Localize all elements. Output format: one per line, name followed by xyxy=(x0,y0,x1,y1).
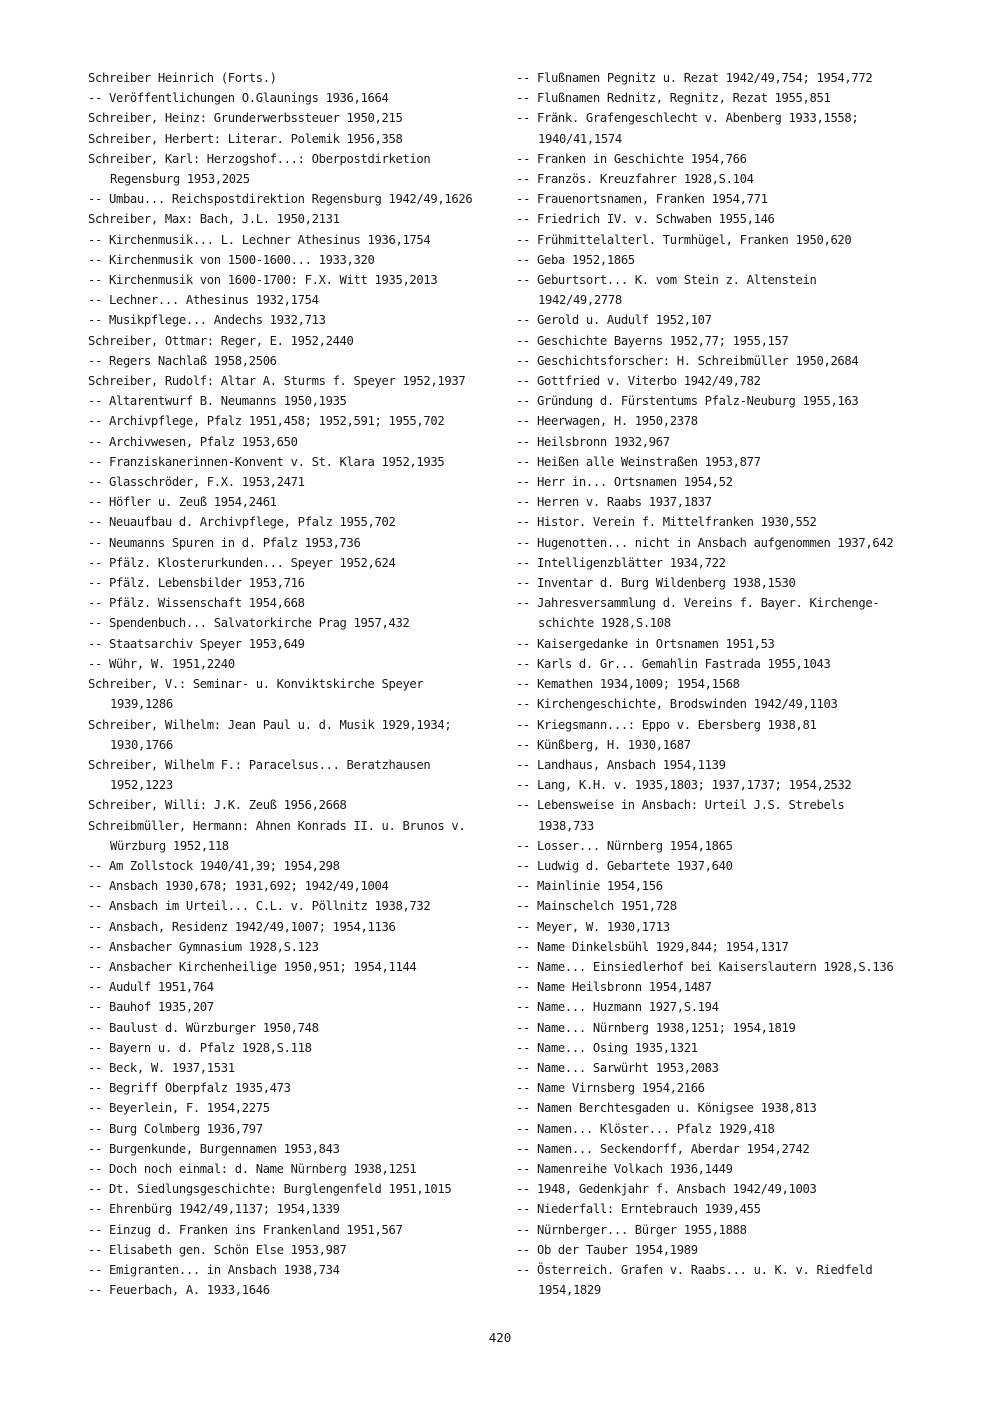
index-entry-text: -- Kirchenmusik... L. Lechner Athesinus 1936,1754 xyxy=(88,232,431,247)
index-entry xyxy=(88,1159,508,1179)
index-entry xyxy=(516,654,936,674)
index-entry-text: -- Ehrenbürg 1942/49,1137; 1954,1339 xyxy=(88,1202,340,1217)
index-entry xyxy=(516,1098,936,1118)
index-entry-continuation: 1952,1223 xyxy=(110,778,173,793)
index-entry xyxy=(516,1199,936,1219)
index-entry-text: -- Ansbacher Kirchenheilige 1950,951; 1954,1144 xyxy=(88,959,417,974)
index-entry-text: -- Kirchengeschichte, Brodswinden 1942/49,1103 xyxy=(516,697,838,712)
index-entry-text: -- Histor. Verein f. Mittelfranken 1930,552 xyxy=(516,515,817,530)
index-entry xyxy=(88,310,508,330)
index-entry xyxy=(88,876,508,896)
index-entry xyxy=(88,715,508,755)
index-entry xyxy=(88,1240,508,1260)
index-entry-text: -- Geschichtsforscher: H. Schreibmüller 1950,2684 xyxy=(516,353,859,368)
index-entry-text: Schreiber, Ottmar: Reger, E. 1952,2440 xyxy=(88,333,354,348)
index-entry xyxy=(88,613,508,633)
index-entry xyxy=(88,634,508,654)
index-entry-text: Schreiber, Wilhelm: Jean Paul u. d. Musik 1929,1934; xyxy=(88,717,452,732)
index-entry-text: -- Bayern u. d. Pfalz 1928,S.118 xyxy=(88,1040,312,1055)
index-entry xyxy=(88,755,508,795)
index-entry xyxy=(88,674,508,714)
index-entry xyxy=(88,856,508,876)
index-entry xyxy=(88,270,508,290)
index-entry xyxy=(516,371,936,391)
index-entry xyxy=(516,391,936,411)
index-entry-text: -- Hugenotten... nicht in Ansbach aufgenommen 1937,642 xyxy=(516,535,894,550)
index-entry xyxy=(516,917,936,937)
index-entry-text: -- Name... Huzmann 1927,S.194 xyxy=(516,1000,719,1015)
index-entry-continuation: 1930,1766 xyxy=(110,737,173,752)
index-entry-text: -- Frauenortsnamen, Franken 1954,771 xyxy=(516,192,768,207)
index-entry-text: -- Beyerlein, F. 1954,2275 xyxy=(88,1101,270,1116)
index-entry xyxy=(516,937,936,957)
index-entry xyxy=(516,432,936,452)
index-entry-text: -- Ob der Tauber 1954,1989 xyxy=(516,1242,698,1257)
index-entry-text: Schreiber, V.: Seminar- u. Konviktskirche Speyer xyxy=(88,677,424,692)
index-entry-text: -- Einzug d. Franken ins Frankenland 1951,567 xyxy=(88,1222,403,1237)
index-entry xyxy=(88,411,508,431)
index-entry-continuation: 1942/49,2778 xyxy=(538,293,622,308)
index-entry xyxy=(516,189,936,209)
index-entry xyxy=(516,735,936,755)
index-entry xyxy=(88,452,508,472)
index-entry xyxy=(516,310,936,330)
index-entry-text: -- Kirchenmusik von 1500-1600... 1933,320 xyxy=(88,252,375,267)
index-entry xyxy=(88,1220,508,1240)
index-entry xyxy=(88,1058,508,1078)
index-entry-text: -- Feuerbach, A. 1933,1646 xyxy=(88,1283,270,1298)
index-entry xyxy=(516,452,936,472)
index-entry xyxy=(88,1260,508,1280)
index-entry xyxy=(516,331,936,351)
index-entry-text: -- Flußnamen Pegnitz u. Rezat 1942/49,754; 1954,772 xyxy=(516,71,873,85)
index-entry-text: -- Pfälz. Klosterurkunden... Speyer 1952,624 xyxy=(88,555,396,570)
index-entry xyxy=(88,250,508,270)
index-entry xyxy=(516,775,936,795)
index-entry xyxy=(88,472,508,492)
index-entry xyxy=(516,250,936,270)
index-entry-text: -- Ansbach im Urteil... C.L. v. Pöllnitz 1938,732 xyxy=(88,899,431,914)
index-entry-text: -- Kirchenmusik von 1600-1700: F.X. Witt 1935,2013 xyxy=(88,273,438,288)
index-entry xyxy=(88,189,508,209)
index-entry xyxy=(88,88,508,108)
index-entry xyxy=(516,492,936,512)
index-entry-text: -- Audulf 1951,764 xyxy=(88,980,214,995)
index-entry-text: -- Mainlinie 1954,156 xyxy=(516,879,663,894)
index-entry xyxy=(88,1098,508,1118)
index-entry-text: -- Namen... Klöster... Pfalz 1929,418 xyxy=(516,1121,775,1136)
index-entry xyxy=(516,836,936,856)
index-entry-text: -- Heißen alle Weinstraßen 1953,877 xyxy=(516,454,761,469)
index-entry-continuation: 1938,733 xyxy=(538,818,594,833)
index-entry-text: Schreiber, Karl: Herzogshof...: Oberpostdirketion xyxy=(88,151,431,166)
index-entry-text: -- Name... Nürnberg 1938,1251; 1954,1819 xyxy=(516,1020,796,1035)
index-entry-text: -- Namenreihe Volkach 1936,1449 xyxy=(516,1161,733,1176)
index-entry-text: -- Spendenbuch... Salvatorkirche Prag 1957,432 xyxy=(88,616,410,631)
index-entry-text: -- Ansbach 1930,678; 1931,692; 1942/49,1004 xyxy=(88,879,389,894)
index-entry xyxy=(88,957,508,977)
index-entry xyxy=(516,573,936,593)
index-entry xyxy=(516,896,936,916)
index-entry-text: -- Gründung d. Fürstentums Pfalz-Neuburg 1955,163 xyxy=(516,394,859,409)
index-entry-text: -- Höfler u. Zeuß 1954,2461 xyxy=(88,495,277,510)
index-entry xyxy=(88,573,508,593)
index-entry xyxy=(516,68,936,88)
index-entry xyxy=(88,553,508,573)
index-entry xyxy=(88,977,508,997)
index-entry-text: -- Lechner... Athesinus 1932,1754 xyxy=(88,293,319,308)
index-entry-text: -- Bauhof 1935,207 xyxy=(88,1000,214,1015)
index-entry xyxy=(88,1038,508,1058)
index-entry-text: -- Begriff Oberpfalz 1935,473 xyxy=(88,1081,291,1096)
index-entry-text: -- Name Heilsbronn 1954,1487 xyxy=(516,980,712,995)
index-entry xyxy=(88,331,508,351)
index-entry-continuation: 1954,1829 xyxy=(538,1283,601,1298)
index-entry xyxy=(516,876,936,896)
index-entry xyxy=(88,1179,508,1199)
index-entry xyxy=(516,715,936,735)
index-entry-text: -- Intelligenzblätter 1934,722 xyxy=(516,555,726,570)
index-entry-text: -- Baulust d. Würzburger 1950,748 xyxy=(88,1020,319,1035)
index-entry xyxy=(88,512,508,532)
index-entry-text: -- Heerwagen, H. 1950,2378 xyxy=(516,414,698,429)
index-entry xyxy=(516,1119,936,1139)
index-entry xyxy=(88,149,508,189)
index-entry-text: -- Inventar d. Burg Wildenberg 1938,1530 xyxy=(516,576,796,591)
index-entry xyxy=(516,533,936,553)
index-entry-text: -- Musikpflege... Andechs 1932,713 xyxy=(88,313,326,328)
index-entry xyxy=(88,209,508,229)
index-entry xyxy=(88,1199,508,1219)
index-entry-text: -- Am Zollstock 1940/41,39; 1954,298 xyxy=(88,858,340,873)
index-entry xyxy=(88,290,508,310)
index-entry-text: -- Herr in... Ortsnamen 1954,52 xyxy=(516,475,733,490)
index-entry-text: -- Gottfried v. Viterbo 1942/49,782 xyxy=(516,374,761,389)
index-entry xyxy=(88,1119,508,1139)
index-entry-text: Schreiber Heinrich (Forts.) xyxy=(88,71,277,85)
index-entry-text: -- Meyer, W. 1930,1713 xyxy=(516,919,670,934)
index-entry-text: -- Elisabeth gen. Schön Else 1953,987 xyxy=(88,1242,347,1257)
index-entry xyxy=(516,270,936,310)
index-entry xyxy=(516,795,936,835)
index-entry-text: -- Beck, W. 1937,1531 xyxy=(88,1060,235,1075)
index-entry-text: -- Altarentwurf B. Neumanns 1950,1935 xyxy=(88,394,347,409)
index-entry xyxy=(516,209,936,229)
index-entry-continuation: 1940/41,1574 xyxy=(538,131,622,146)
index-entry xyxy=(516,512,936,532)
index-entry-text: -- Ludwig d. Gebartete 1937,640 xyxy=(516,858,733,873)
index-entry-text: -- Geburtsort... K. vom Stein z. Altenstein xyxy=(516,273,817,288)
index-entry-continuation: 1939,1286 xyxy=(110,697,173,712)
index-entry xyxy=(88,68,508,88)
index-entry xyxy=(88,917,508,937)
index-entry xyxy=(516,1078,936,1098)
index-entry-text: -- Fränk. Grafengeschlecht v. Abenberg 1933,1558; xyxy=(516,111,859,126)
index-entry-text: Schreiber, Max: Bach, J.L. 1950,2131 xyxy=(88,212,340,227)
index-entry-text: -- Glasschröder, F.X. 1953,2471 xyxy=(88,475,305,490)
index-entry-continuation: Regensburg 1953,2025 xyxy=(110,172,250,187)
index-entry-text: -- Gerold u. Audulf 1952,107 xyxy=(516,313,712,328)
index-entry xyxy=(516,108,936,148)
index-entry xyxy=(516,1220,936,1240)
index-entry-text: -- Name... Einsiedlerhof bei Kaiserslautern 1928,S.136 xyxy=(516,959,894,974)
index-entry xyxy=(88,896,508,916)
index-entry xyxy=(88,371,508,391)
index-entry xyxy=(88,492,508,512)
index-entry-text: -- Herren v. Raabs 1937,1837 xyxy=(516,495,712,510)
index-entry-text: -- Lang, K.H. v. 1935,1803; 1937,1737; 1954,2532 xyxy=(516,778,852,793)
index-entry-text: -- Landhaus, Ansbach 1954,1139 xyxy=(516,757,726,772)
index-entry-text: -- Ansbacher Gymnasium 1928,S.123 xyxy=(88,939,319,954)
index-entry-text: -- Name Virnsberg 1954,2166 xyxy=(516,1081,705,1096)
index-entry-text: -- Burg Colmberg 1936,797 xyxy=(88,1121,263,1136)
index-entry-text: -- Losser... Nürnberg 1954,1865 xyxy=(516,838,733,853)
index-entry-text: -- Mainschelch 1951,728 xyxy=(516,899,677,914)
index-entry-text: -- Kaisergedanke in Ortsnamen 1951,53 xyxy=(516,636,775,651)
index-entry-text: -- Geba 1952,1865 xyxy=(516,252,635,267)
index-entry xyxy=(516,997,936,1017)
index-entry xyxy=(516,351,936,371)
index-entry xyxy=(516,1159,936,1179)
index-entry-text: -- Künßberg, H. 1930,1687 xyxy=(516,737,691,752)
index-entry xyxy=(516,694,936,714)
index-entry xyxy=(88,1139,508,1159)
index-entry xyxy=(88,997,508,1017)
index-entry-text: Schreiber, Wilhelm F.: Paracelsus... Beratzhausen xyxy=(88,757,431,772)
index-entry xyxy=(516,1240,936,1260)
index-entry-text: -- Pfälz. Lebensbilder 1953,716 xyxy=(88,576,305,591)
index-entry xyxy=(516,977,936,997)
index-entry-text: -- Lebensweise in Ansbach: Urteil J.S. Strebels xyxy=(516,798,845,813)
index-entry xyxy=(516,411,936,431)
index-entry xyxy=(88,1018,508,1038)
index-entry-text: -- Österreich. Grafen v. Raabs... u. K. v. Riedfeld xyxy=(516,1262,873,1277)
index-entry xyxy=(516,674,936,694)
index-entry xyxy=(516,553,936,573)
index-entry-continuation: Würzburg 1952,118 xyxy=(110,838,229,853)
index-entry xyxy=(88,654,508,674)
index-entry-text: -- Franken in Geschichte 1954,766 xyxy=(516,151,747,166)
index-entry xyxy=(516,230,936,250)
index-entry xyxy=(88,230,508,250)
index-entry-text: Schreiber, Willi: J.K. Zeuß 1956,2668 xyxy=(88,798,347,813)
index-entry-text: -- Name... Osing 1935,1321 xyxy=(516,1040,698,1055)
index-entry-text: Schreiber, Heinz: Grunderwerbssteuer 1950,215 xyxy=(88,111,403,126)
index-entry-text: -- Neuaufbau d. Archivpflege, Pfalz 1955,702 xyxy=(88,515,396,530)
index-entry xyxy=(88,432,508,452)
index-entry-text: Schreibmüller, Hermann: Ahnen Konrads II. u. Brunos v. xyxy=(88,818,466,833)
index-entry xyxy=(516,634,936,654)
index-entry-text: -- Heilsbronn 1932,967 xyxy=(516,434,670,449)
index-entry xyxy=(88,129,508,149)
index-entry xyxy=(516,957,936,977)
index-entry xyxy=(516,755,936,775)
index-entry xyxy=(88,593,508,613)
index-entry-text: -- Namen Berchtesgaden u. Königsee 1938,813 xyxy=(516,1101,817,1116)
index-entry-text: -- Name... Sarwürht 1953,2083 xyxy=(516,1060,719,1075)
index-entry xyxy=(88,795,508,815)
index-entry xyxy=(516,1179,936,1199)
index-entry-text: -- Franziskanerinnen-Konvent v. St. Klara 1952,1935 xyxy=(88,454,445,469)
index-entry-text: -- Ansbach, Residenz 1942/49,1007; 1954,1136 xyxy=(88,919,396,934)
index-entry xyxy=(516,1058,936,1078)
index-entry xyxy=(88,1280,508,1300)
index-entry-text: -- Staatsarchiv Speyer 1953,649 xyxy=(88,636,305,651)
index-entry xyxy=(88,1078,508,1098)
index-entry-text: -- Friedrich IV. v. Schwaben 1955,146 xyxy=(516,212,775,227)
page-number: 420 xyxy=(488,1330,512,1345)
index-entry-text: -- Kemathen 1934,1009; 1954,1568 xyxy=(516,677,740,692)
index-entry xyxy=(88,391,508,411)
index-column-left xyxy=(88,68,508,1300)
index-entry-text: -- Regers Nachlaß 1958,2506 xyxy=(88,353,277,368)
index-entry xyxy=(88,108,508,128)
index-entry xyxy=(516,88,936,108)
index-entry-text: -- Doch noch einmal: d. Name Nürnberg 1938,1251 xyxy=(88,1161,417,1176)
index-entry-text: -- Karls d. Gr... Gemahlin Fastrada 1955,1043 xyxy=(516,656,831,671)
index-entry-text: Schreiber, Herbert: Literar. Polemik 1956,358 xyxy=(88,131,403,146)
index-entry-text: -- Name Dinkelsbühl 1929,844; 1954,1317 xyxy=(516,939,789,954)
index-entry-text: -- Jahresversammlung d. Vereins f. Bayer. Kirchenge- xyxy=(516,596,880,611)
index-entry-continuation: schichte 1928,S.108 xyxy=(538,616,671,631)
index-entry xyxy=(516,593,936,633)
index-entry-text: -- Französ. Kreuzfahrer 1928,S.104 xyxy=(516,172,754,187)
index-entry xyxy=(516,1139,936,1159)
index-entry-text: -- Nürnberger... Bürger 1955,1888 xyxy=(516,1222,747,1237)
index-entry-text: -- Flußnamen Rednitz, Regnitz, Rezat 1955,851 xyxy=(516,91,831,106)
index-entry xyxy=(88,533,508,553)
index-entry-text: -- Wühr, W. 1951,2240 xyxy=(88,656,235,671)
index-column-right xyxy=(516,68,936,1300)
index-entry-text: Schreiber, Rudolf: Altar A. Sturms f. Speyer 1952,1937 xyxy=(88,374,466,389)
index-entry xyxy=(88,816,508,856)
index-entry-text: -- Geschichte Bayerns 1952,77; 1955,157 xyxy=(516,333,789,348)
index-entry xyxy=(516,856,936,876)
index-entry xyxy=(516,149,936,169)
index-entry xyxy=(88,351,508,371)
index-entry xyxy=(516,1260,936,1300)
index-entry xyxy=(516,472,936,492)
index-entry-text: -- 1948, Gedenkjahr f. Ansbach 1942/49,1003 xyxy=(516,1182,817,1197)
index-entry-text: -- Veröffentlichungen O.Glaunings 1936,1664 xyxy=(88,91,389,106)
index-entry-text: -- Kriegsmann...: Eppo v. Ebersberg 1938,81 xyxy=(516,717,817,732)
index-entry-text: -- Niederfall: Erntebrauch 1939,455 xyxy=(516,1202,761,1217)
index-entry-text: -- Archivwesen, Pfalz 1953,650 xyxy=(88,434,298,449)
index-entry xyxy=(516,169,936,189)
index-entry-text: -- Namen... Seckendorff, Aberdar 1954,2742 xyxy=(516,1141,810,1156)
index-entry xyxy=(516,1018,936,1038)
index-entry-text: -- Archivpflege, Pfalz 1951,458; 1952,591; 1955,702 xyxy=(88,414,445,429)
index-entry-text: -- Umbau... Reichspostdirektion Regensburg 1942/49,1626 xyxy=(88,192,473,207)
index-entry-text: -- Dt. Siedlungsgeschichte: Burglengenfeld 1951,1015 xyxy=(88,1182,452,1197)
index-entry-text: -- Frühmittelalterl. Turmhügel, Franken 1950,620 xyxy=(516,232,852,247)
index-entry-text: -- Burgenkunde, Burgennamen 1953,843 xyxy=(88,1141,340,1156)
index-entry-text: -- Pfälz. Wissenschaft 1954,668 xyxy=(88,596,305,611)
index-entry-text: -- Neumanns Spuren in d. Pfalz 1953,736 xyxy=(88,535,361,550)
index-entry xyxy=(88,937,508,957)
index-entry xyxy=(516,1038,936,1058)
index-entry-text: -- Emigranten... in Ansbach 1938,734 xyxy=(88,1262,340,1277)
